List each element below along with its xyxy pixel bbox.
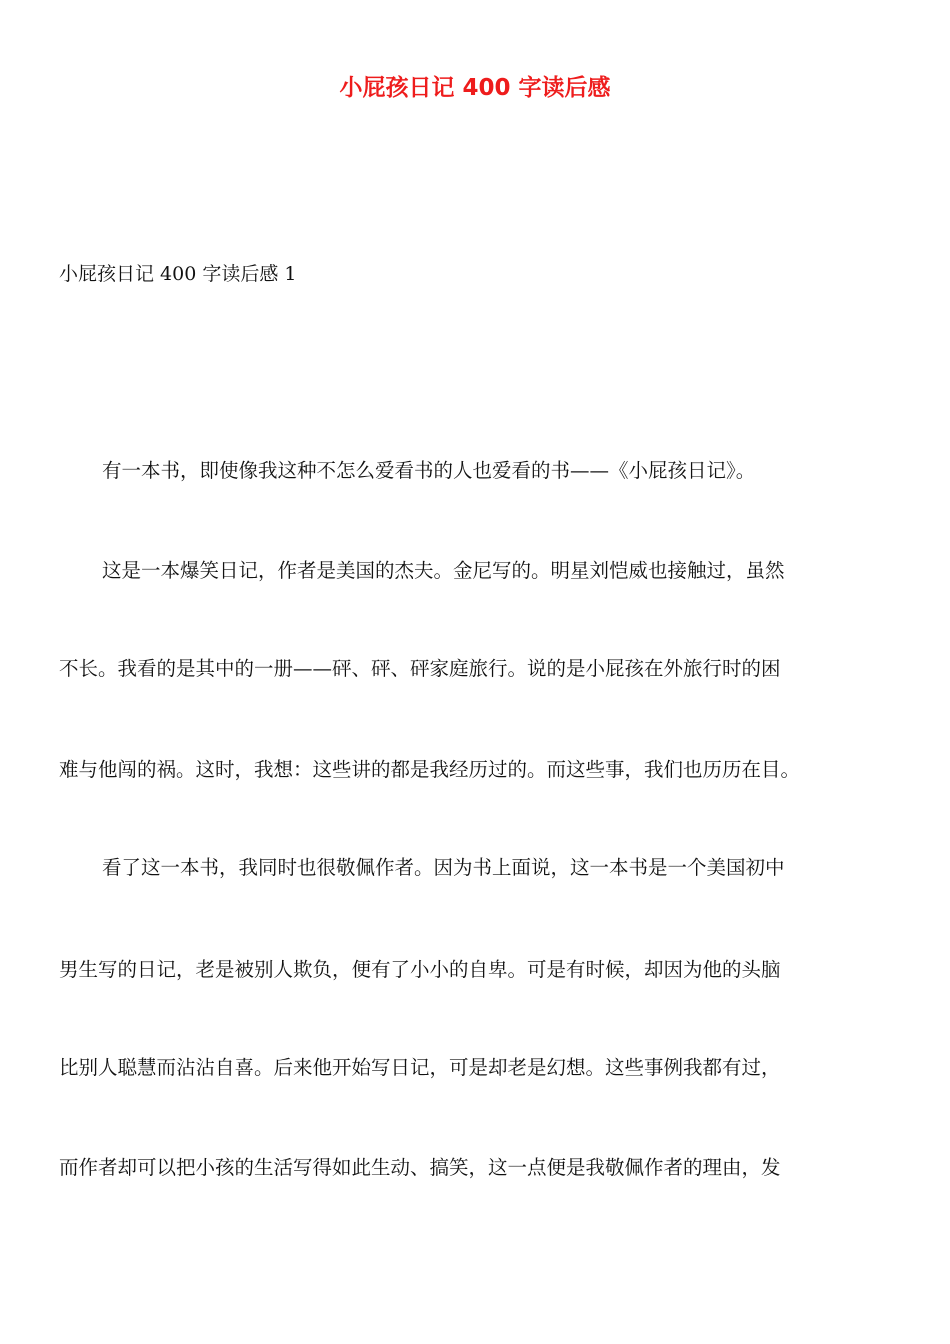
paragraph-line: 这是一本爆笑日记，作者是美国的杰夫。金尼写的。明星刘恺威也接触过，虽然 xyxy=(102,559,785,582)
paragraph-line: 有一本书，即使像我这种不怎么爱看书的人也爱看的书——《小屁孩日记》。 xyxy=(102,459,756,482)
section-heading: 小屁孩日记 400 字读后感 1 xyxy=(59,263,297,285)
paragraph-line: 男生写的日记，老是被别人欺负，便有了小小的自卑。可是有时候，却因为他的头脑 xyxy=(59,958,781,981)
paragraph-line: 看了这一本书，我同时也很敬佩作者。因为书上面说，这一本书是一个美国初中 xyxy=(102,856,785,879)
document-title: 小屁孩日记 400 字读后感 xyxy=(339,75,611,101)
paragraph-line: 难与他闯的祸。这时，我想：这些讲的都是我经历过的。而这些事，我们也历历在目。 xyxy=(59,758,801,781)
paragraph-line: 而作者却可以把小孩的生活写得如此生动、搞笑，这一点便是我敬佩作者的理由，发 xyxy=(59,1156,781,1179)
paragraph-line: 不长。我看的是其中的一册——砰、砰、砰家庭旅行。说的是小屁孩在外旅行时的困 xyxy=(59,657,781,680)
paragraph-line: 比别人聪慧而沾沾自喜。后来他开始写日记，可是却老是幻想。这些事例我都有过， xyxy=(59,1056,781,1079)
